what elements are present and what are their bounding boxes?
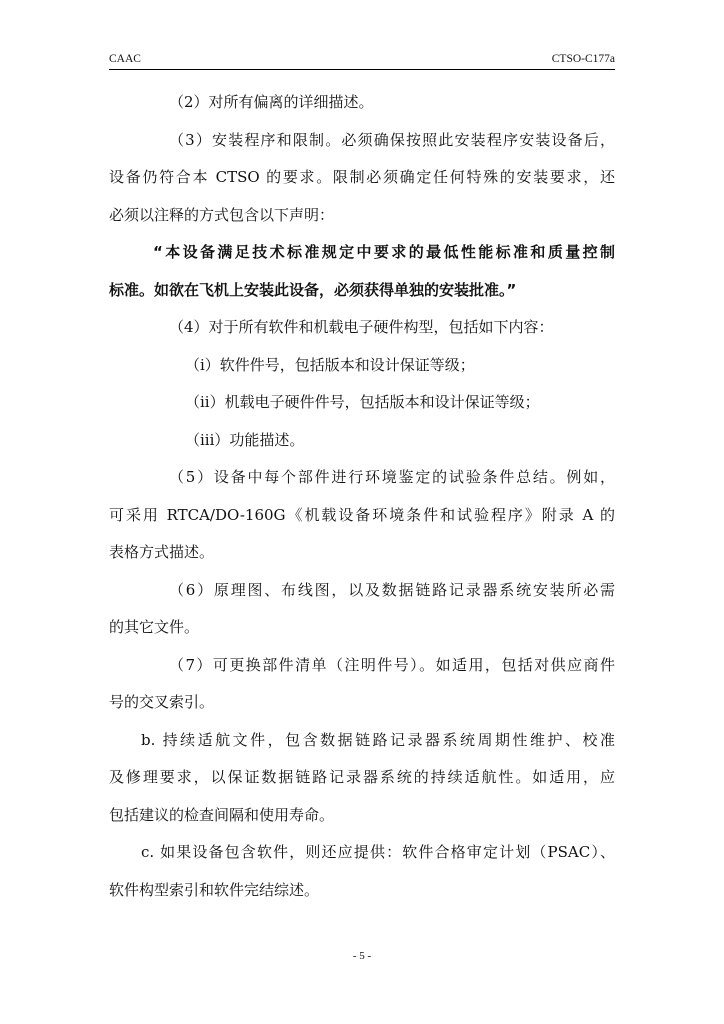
text-line: （i）软件件号，包括版本和设计保证等级；	[185, 355, 475, 374]
text-line: （6）原理图、布线图，以及数据链路记录器系统安装所必需	[169, 580, 615, 599]
header-doc-id: CTSO-C177a	[551, 53, 615, 65]
text-line: 软件构型索引和软件完结综述。	[109, 880, 320, 899]
text-line: 设备仍符合本 CTSO 的要求。限制必须确定任何特殊的安装要求，还	[109, 168, 615, 186]
text-line: 表格方式描述。	[109, 543, 215, 561]
text-line: c. 如果设备包含软件，则还应提供：软件合格审定计划（PSAC）、	[141, 843, 615, 861]
header-org: CAAC	[109, 53, 141, 65]
text-line: 的其它文件。	[109, 618, 200, 636]
text-line: （ii）机载电子硬件件号，包括版本和设计保证等级；	[185, 393, 540, 411]
document-body	[109, 84, 615, 909]
text-line: 及修理要求，以保证数据链路记录器系统的持续适航性。如适用，应	[109, 768, 615, 786]
text-line: “本设备满足技术标准规定中要求的最低性能标准和质量控制	[153, 243, 615, 261]
text-line: （iii）功能描述。	[185, 430, 305, 449]
text-line: （3）安装程序和限制。必须确保按照此安装程序安装设备后，	[169, 130, 615, 149]
text-line: （7）可更换部件清单（注明件号）。如适用，包括对供应商件	[169, 655, 615, 674]
text-line: 包括建议的检查间隔和使用寿命。	[109, 805, 335, 824]
text-line: 可采用 RTCA/DO-160G《机载设备环境条件和试验程序》附录 A 的	[109, 505, 615, 524]
page-number: - 5 -	[352, 950, 372, 962]
text-line: 标准。如欲在飞机上安装此设备，必须获得单独的安装批准。”	[109, 280, 517, 299]
text-line: 必须以注释的方式包含以下声明：	[109, 205, 335, 224]
text-line: （5）设备中每个部件进行环境鉴定的试验条件总结。例如，	[169, 468, 615, 486]
text-line: 号的交叉索引。	[109, 693, 215, 711]
text-line: （2）对所有偏离的详细描述。	[169, 93, 374, 111]
page-header	[109, 52, 615, 70]
text-line: b. 持续适航文件，包含数据链路记录器系统周期性维护、校准	[141, 730, 615, 749]
text-line: （4）对于所有软件和机载电子硬件构型，包括如下内容：	[169, 318, 554, 336]
